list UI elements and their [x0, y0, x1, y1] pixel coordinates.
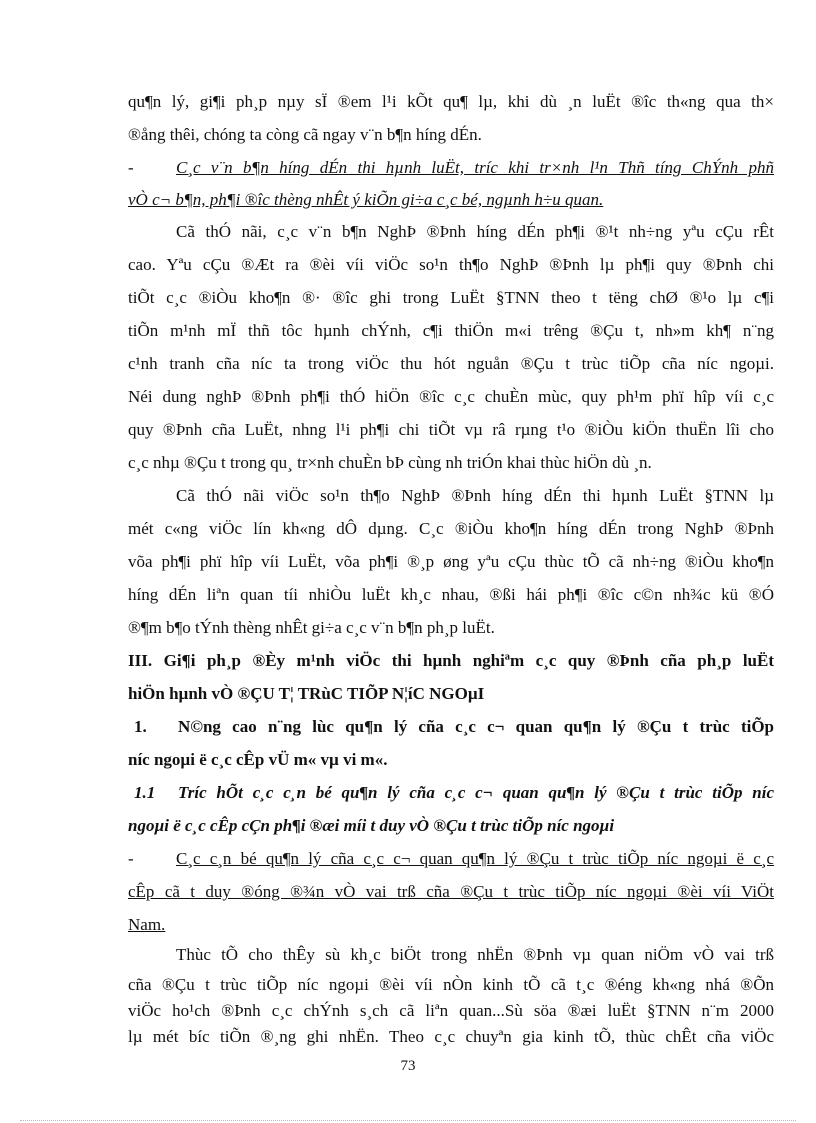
- subsection-heading: N©ng cao n¨ng lùc qu¶n lý cña c¸c c¬ quan qu¶n lý ®Çu t trùc tiÕp: [178, 717, 774, 736]
- body-line: c¸c nhµ ®Çu t trong qu¸ tr×nh chuÈn bÞ cùng nh triÓn khai thùc hiÖn dù ¸n.: [128, 453, 652, 472]
- body-line: cao. Yªu cÇu ®Æt ra ®èi víi viÖc so¹n th¶o NghÞ ®Þnh lµ ph¶i quy ®Þnh chi: [128, 255, 774, 274]
- body-line: viÖc ho¹ch ®Þnh c¸c chÝnh s¸ch cã liªn quan...Sù söa ®æi luËt §TNN n¨m 2000: [128, 1001, 774, 1020]
- body-line: c¹nh tranh cña níc ta trong viÖc thu hót nguån ®Çu t trùc tiÕp cña níc ngoµi.: [128, 354, 774, 373]
- body-line: Néi dung nghÞ ®Þnh ph¶i thÓ hiÖn ®îc c¸c chuÈn mùc, quy ph¹m phï hîp víi c¸c: [128, 387, 774, 406]
- item-number: 1.1: [134, 783, 156, 802]
- body-line: Cã thÓ nãi, c¸c v¨n b¶n NghÞ ®Þnh híng dÉn ph¶i ®¹t nh÷ng yªu cÇu rÊt: [176, 222, 774, 241]
- section-heading: hiÖn hµnh vÒ ®ÇU T¦ TRùC TIÕP N¦íC NGOµI: [128, 684, 485, 703]
- body-line: Thùc tÕ cho thÊy sù kh¸c biÖt trong nhËn ®Þnh vµ quan niÖm vÒ vai trß: [176, 945, 774, 964]
- page-bottom-divider: [20, 1120, 796, 1121]
- underlined-item-line: C¸c c¸n bé qu¶n lý cña c¸c c¬ quan qu¶n lý ®Çu t trùc tiÕp níc ngoµi ë c¸c: [176, 849, 774, 868]
- subsection-heading: níc ngoµi ë c¸c cÊp vÜ m« vµ vi m«.: [128, 750, 388, 769]
- body-line: cña ®Çu t trùc tiÕp níc ngoµi ®èi víi nÒn kinh tÕ cã t¸c ®éng kh«ng nhá ®Õn: [128, 975, 774, 994]
- subsubsection-heading: ngoµi ë c¸c cÊp cÇn ph¶i ®æi míi t duy vÒ ®Çu t trùc tiÕp níc ngoµi: [128, 816, 615, 835]
- body-line: quy ®Þnh cña LuËt, nhng l¹i ph¶i chi tiÕt vµ râ rµng t¹o ®iÒu kiÖn thuËn lîi cho: [128, 420, 774, 439]
- body-line: tiÕt c¸c ®iÒu kho¶n ®· ®îc ghi trong LuËt §TNN theo t tëng chØ ®¹o lµ c¶i: [128, 288, 774, 307]
- body-line: võa ph¶i phï hîp víi LuËt, võa ph¶i ®¸p øng yªu cÇu thùc tÕ cã nh÷ng ®iÒu kho¶n: [128, 552, 774, 571]
- page-number: 73: [400, 1058, 416, 1074]
- body-line: ®ång thêi, chóng ta còng cã ngay v¨n b¶n híng dÉn.: [128, 125, 482, 144]
- underlined-item-line: Nam.: [128, 915, 166, 934]
- body-line: tiÕn m¹nh mÏ thñ tôc hµnh chÝnh, c¶i thiÖn m«i trêng ®Çu t, nh»m kh¶ n¨ng: [128, 321, 774, 340]
- body-line: lµ mét bíc tiÕn ®¸ng ghi nhËn. Theo c¸c chuyªn gia kinh tÕ, thùc chÊt cña viÖc: [128, 1027, 774, 1046]
- italic-item-line: C¸c v¨n b¶n híng dÉn thi hµnh luËt, tríc khi tr×nh l¹n Thñ tíng ChÝnh phñ: [176, 158, 774, 177]
- dash-marker: -: [128, 849, 134, 868]
- dash-marker: -: [128, 158, 134, 177]
- body-line: ®¶m b¶o tÝnh thèng nhÊt gi÷a c¸c v¨n b¶n ph¸p luËt.: [128, 618, 495, 637]
- body-line: híng dÉn liªn quan tíi nhiÒu luËt kh¸c nhau, ®ßi hái ph¶i ®îc c©n nh¾c kü ®Ó: [128, 585, 774, 604]
- body-line: Cã thÓ nãi viÖc so¹n th¶o NghÞ ®Þnh híng dÉn thi hµnh LuËt §TNN lµ: [176, 486, 774, 505]
- item-number: 1.: [134, 717, 147, 736]
- body-line: mét c«ng viÖc lín kh«ng dÔ dµng. C¸c ®iÒu kho¶n híng dÉn trong NghÞ ®Þnh: [128, 519, 774, 538]
- italic-item-line: vÒ c¬ b¶n, ph¶i ®îc thèng nhÊt ý kiÕn gi÷a c¸c bé, ngµnh h÷u quan.: [128, 190, 604, 209]
- section-heading: III. Gi¶i ph¸p ®Èy m¹nh viÖc thi hµnh nghiªm c¸c quy ®Þnh cña ph¸p luËt: [128, 651, 774, 670]
- underlined-item-line: cÊp cã t duy ®óng ®¾n vÒ vai trß cña ®Çu t trùc tiÕp níc ngoµi ®èi víi ViÖt: [128, 882, 774, 901]
- subsubsection-heading: Tríc hÕt c¸c c¸n bé qu¶n lý cña c¸c c¬ quan qu¶n lý ®Çu t trùc tiÕp níc: [178, 783, 774, 802]
- body-line: qu¶n lý, gi¶i ph¸p nµy sÏ ®em l¹i kÕt qu¶ lµ, khi dù ¸n luËt ®îc th«ng qua th×: [128, 92, 774, 111]
